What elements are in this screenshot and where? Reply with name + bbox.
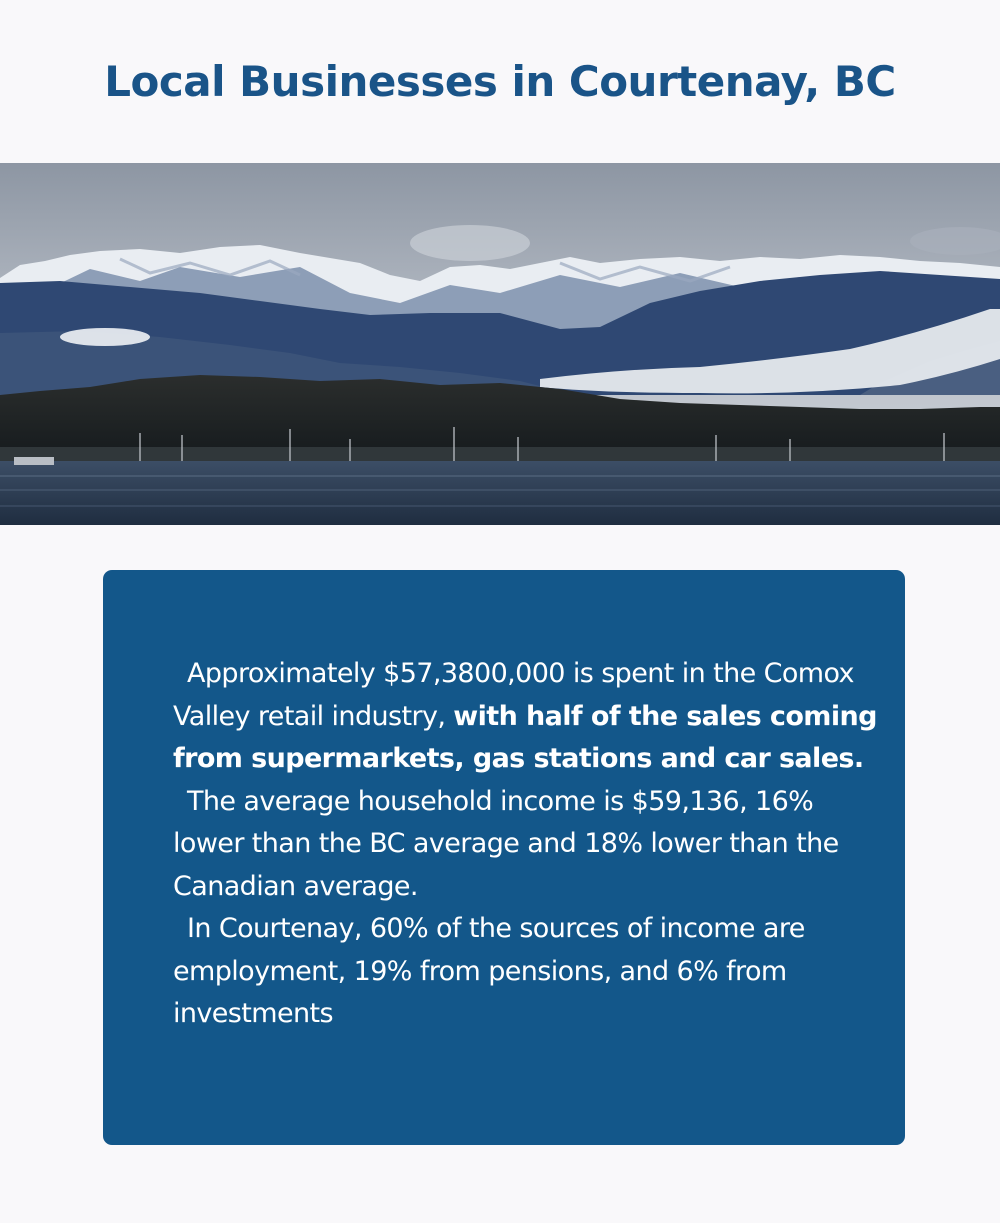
household-income-paragraph: The average household income is $59,136, 16% lower than the BC average and 18% lower than the Canadian average. (173, 785, 839, 902)
retail-spending-paragraph (173, 653, 885, 781)
hero-image (0, 163, 1000, 525)
page-title: Local Businesses in Courtenay, BC (104, 57, 896, 106)
retail-spending-text: Approximately $57,3800,000 is spent in the Comox Valley retail industry, (173, 658, 854, 732)
harbour-water (0, 461, 1000, 525)
income-sources-paragraph: In Courtenay, 60% of the sources of income are employment, 19% from pensions, and 6% from investments (173, 913, 805, 1029)
retail-spending-highlight: with half of the sales coming from supermarkets, gas stations and car sales. (173, 700, 877, 774)
info-card (103, 570, 905, 1145)
